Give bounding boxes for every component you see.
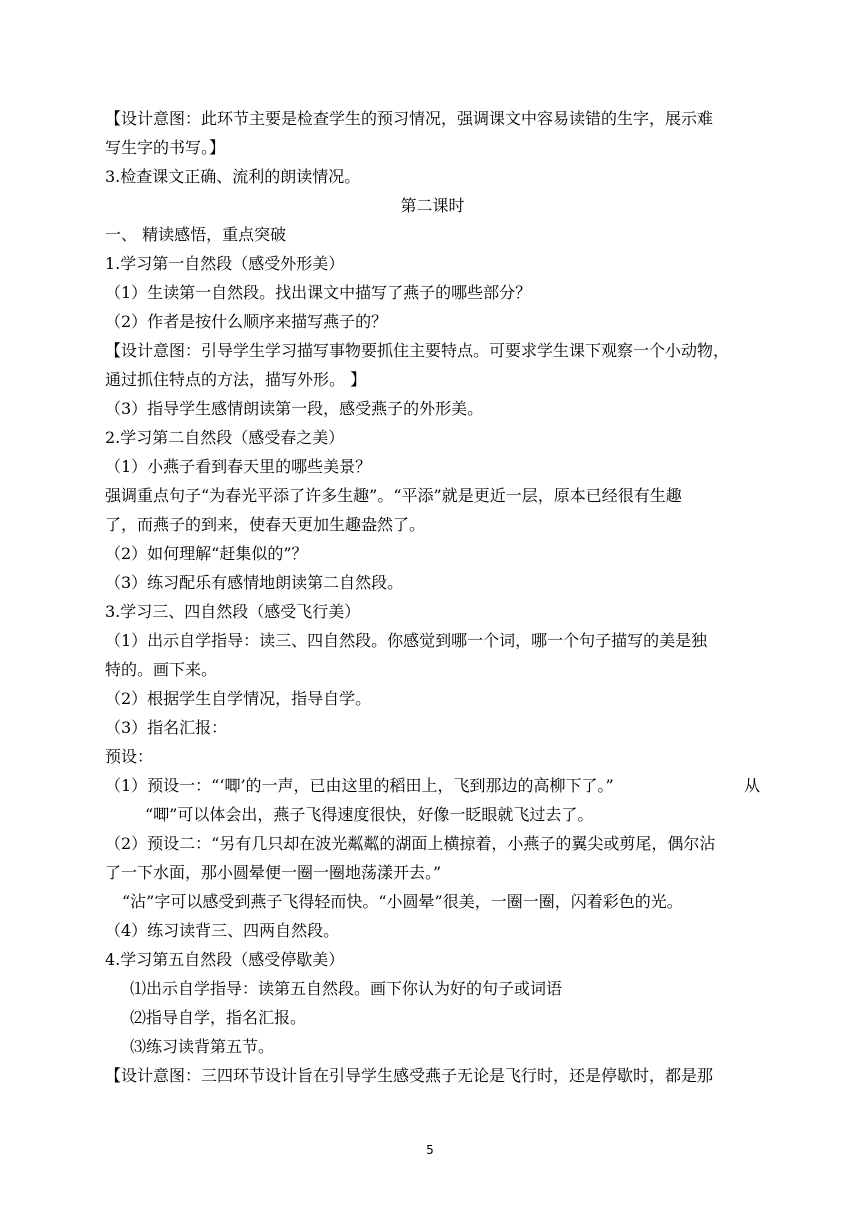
item-3-practice: （4）练习读背三、四两自然段。 [105,921,340,940]
section-heading-second-lesson: 第二课时 [400,196,465,215]
item-2-question-3: （3）练习配乐有感情地朗读第二自然段。 [105,573,404,592]
item-3-heading: 3.学习三、四自然段（感受飞行美） [105,602,361,621]
design-intent-2-line-1: 【设计意图：引导学生学习描写事物要抓住主要特点。可要求学生课下观察一个小动物， [105,341,730,360]
item-4-heading: 4.学习第五自然段（感受停歇美） [105,950,345,969]
item-4-step-2: ⑵指导自学，指名汇报。 [130,1008,307,1027]
preset-2-line-3: “沾”字可以感受到燕子飞得轻而快。“小圆晕”很美，一圈一圈，闪着彩色的光。 [122,892,683,911]
item-3-report: （3）指名汇报： [105,718,228,737]
item-2-question-2: （2）如何理解“赶集似的”？ [105,544,308,563]
emphasis-line-2: 了，而燕子的到来，使春天更加生趣盎然了。 [105,515,426,534]
preset-2-line-1: （2）预设二：“另有几只却在波光粼粼的湖面上横掠着，小燕子的翼尖或剪尾，偶尔沾 [105,834,716,853]
item-4-step-1: ⑴出示自学指导：读第五自然段。画下你认为好的句子或词语 [130,979,563,998]
preset-1-trailing-word: 从 [743,776,760,795]
item-2-question-1: （1）小燕子看到春天里的哪些美景？ [105,457,372,476]
design-intent-1-line-2: 写生字的书写。】 [105,138,226,157]
emphasis-line-1: 强调重点句子“为春光平添了许多生趣”。“平添”就是更近一层，原本已经很有生趣 [105,486,682,505]
item-2-heading: 2.学习第二自然段（感受春之美） [105,428,345,447]
item-1-question-2: （2）作者是按什么顺序来描写燕子的？ [105,312,388,331]
preset-2-line-2: 了一下水面，那小圆晕便一圈一圈地荡漾开去。” [105,863,442,882]
item-3-guide-line-2: 特的。画下来。 [105,660,218,679]
item-1-question-1: （1）生读第一自然段。找出课文中描写了燕子的哪些部分？ [105,283,532,302]
item-1-question-3: （3）指导学生感情朗读第一段，感受燕子的外形美。 [105,399,484,418]
preset-label: 预设： [105,747,154,766]
preset-1-line-2: “唧”可以体会出，燕子飞得速度很快，好像一眨眼就飞过去了。 [145,805,594,824]
design-intent-1-line-1: 【设计意图：此环节主要是检查学生的预习情况，强调课文中容易读错的生字，展示难 [105,109,714,128]
page-number: 5 [426,1143,434,1157]
preset-1-quote: （1）预设一：“‘唧’的一声，已由这里的稻田上，飞到那边的高柳下了。” [105,776,614,795]
part-1-heading: 一、 精读感悟，重点突破 [105,225,287,244]
item-1-heading: 1.学习第一自然段（感受外形美） [105,254,345,273]
design-intent-3-line-1: 【设计意图：三四环节设计旨在引导学生感受燕子无论是飞行时，还是停歇时，都是那 [105,1066,714,1085]
step-3-check-reading: 3.检查课文正确、流利的朗读情况。 [105,167,361,186]
preset-1-line-1 [105,776,760,796]
item-4-step-3: ⑶练习读背第五节。 [130,1037,275,1056]
item-3-guide-line-1: （1）出示自学指导：读三、四自然段。你感觉到哪一个词，哪一个句子描写的美是独 [105,631,708,650]
item-3-self-study: （2）根据学生自学情况，指导自学。 [105,689,372,708]
design-intent-2-line-2: 通过抓住特点的方法，描写外形。 】 [105,370,367,389]
